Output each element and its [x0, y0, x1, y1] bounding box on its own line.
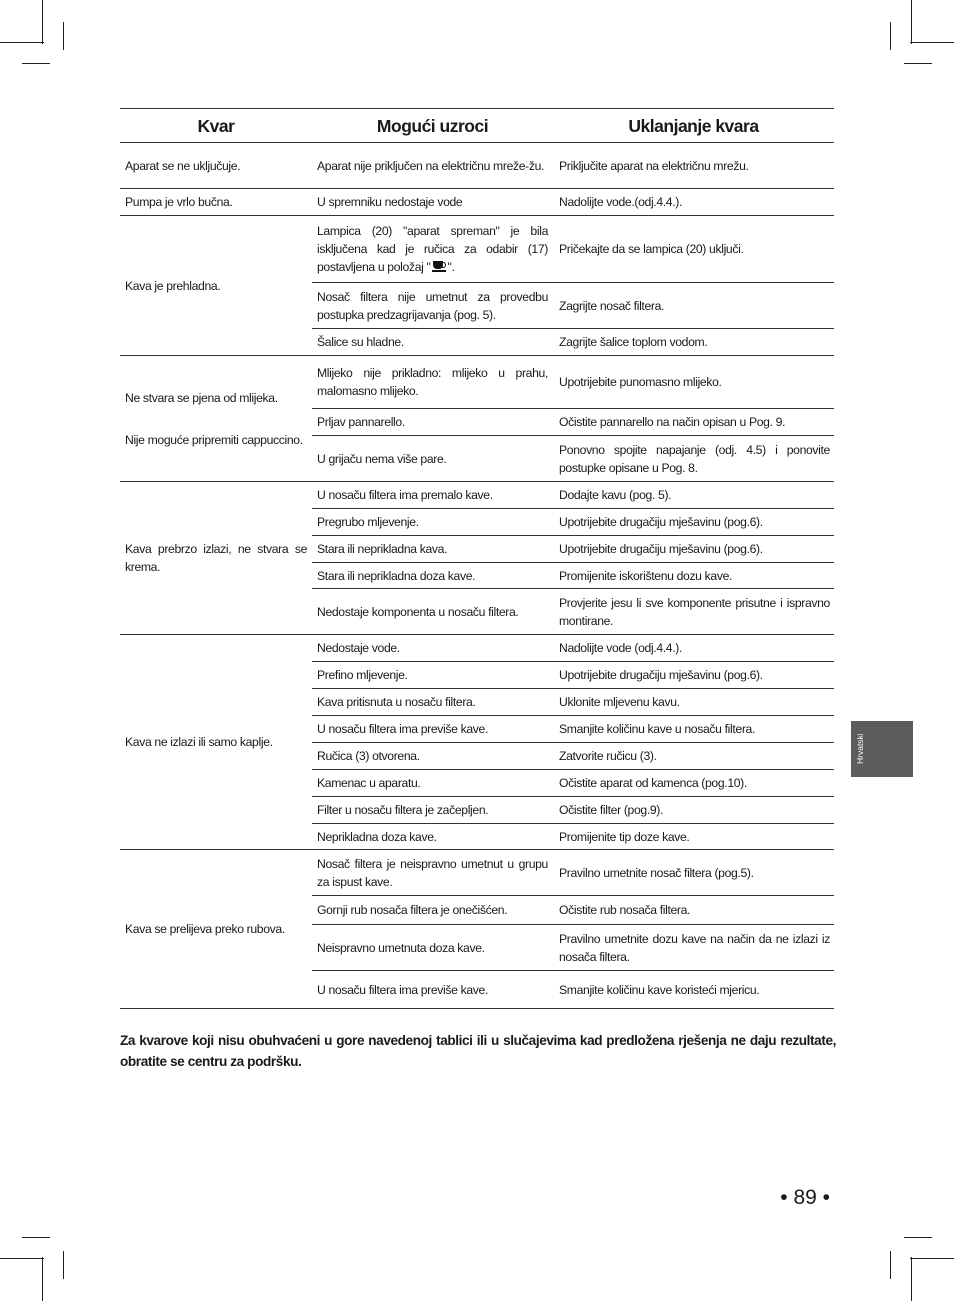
remedy-cell: Upotrijebite drugačiju mješavinu (pog.6). [553, 536, 834, 563]
fault-cell: Ne stvara se pjena od mlijeka. Nije moguće pripremiti cappuccino. [120, 356, 312, 482]
footer-note: Za kvarove koji nisu obuhvaćeni u gore navedenoj tablici ili u slučajevima kad predložena rješenja ne daju rezultate, obratite se centru za podršku. [120, 1033, 836, 1069]
cause-cell: Filter u nosaču filtera je začepljen. [312, 797, 553, 824]
remedy-cell: Ponovno spojite napajanje (odj. 4.5) i ponovite postupke opisane u Pog. 8. [553, 436, 834, 482]
cause-cell: Gornji rub nosača filtera je onečišćen. [312, 896, 553, 925]
cause-cell: U spremniku nedostaje vode [312, 189, 553, 216]
remedy-cell: Pričekajte da se lampica (20) uključi. [553, 216, 834, 283]
cause-cell: Ručica (3) otvorena. [312, 743, 553, 770]
crop-mark [910, 1258, 954, 1259]
crop-mark [63, 22, 64, 50]
crop-mark [890, 1251, 891, 1279]
table-header-row [120, 109, 834, 143]
fault-cell: Kava prebrzo izlazi, ne stvara se krema. [120, 482, 312, 635]
table-row [120, 635, 834, 662]
remedy-cell: Promijenite iskorištenu dozu kave. [553, 563, 834, 589]
cause-cell: U nosaču filtera ima previše kave. [317, 982, 488, 997]
remedy-cell: Smanjite količinu kave u nosaču filtera. [553, 716, 834, 743]
cause-cell: Pregrubo mljevenje. [312, 509, 553, 536]
crop-mark [910, 42, 954, 43]
fault-cell: Aparat se ne uključuje. [120, 143, 312, 189]
crop-mark [890, 22, 891, 50]
remedy-cell: Zagrijte nosač filtera. [553, 283, 834, 329]
remedy-cell: Pravilno umetnite dozu kave na način da ne izlazi iz nosača filtera. [553, 925, 834, 971]
cause-cell: Neprikladna doza kave. [312, 824, 553, 850]
table-row [120, 216, 834, 283]
crop-mark [63, 1251, 64, 1279]
cause-cell: Kava pritisnuta u nosaču filtera. [312, 689, 553, 716]
cause-cell: Lampica (20) "aparat spreman" je bila isključena kad je ručica za odabir (17) postavljena u položaj " ". [312, 216, 553, 283]
troubleshooting-table [120, 108, 834, 1009]
fault-cell: Kava je prehladna. [120, 216, 312, 356]
coffee-cup-icon [432, 260, 447, 272]
remedy-cell: Očistite aparat od kamenca (pog.10). [553, 770, 834, 797]
cause-cell: Neispravno umetnuta doza kave. [312, 925, 553, 971]
crop-mark [22, 63, 50, 64]
column-header-causes: Mogući uzroci [312, 109, 553, 143]
cause-cell: Šalice su hladne. [312, 329, 553, 356]
remedy-cell: Priključite aparat na električnu mrežu. [553, 143, 834, 189]
fault-cell: Kava ne izlazi ili samo kaplje. [120, 635, 312, 850]
remedy-cell: Očistite rub nosača filtera. [553, 896, 834, 925]
crop-mark [42, 1257, 43, 1301]
cause-cell: Prljav pannarello. [312, 409, 553, 436]
remedy-cell: Zatvorite ručicu (3). [553, 743, 834, 770]
cause-cell: Stara ili neprikladna doza kave. [312, 563, 553, 589]
remedy-cell: Provjerite jesu li sve komponente prisutne i ispravno montirane. [553, 589, 834, 635]
remedy-cell: Upotrijebite drugačiju mješavinu (pog.6). [553, 662, 834, 689]
cause-cell: Nosač filtera je neispravno umetnut u grupu za ispust kave. [312, 850, 553, 896]
cause-cell: Nosač filtera nije umetnut za provedbu postupka predzagrijavanja (pog. 5). [312, 283, 553, 329]
language-tab [851, 721, 913, 777]
remedy-cell: Smanjite količinu kave koristeći mjericu. [559, 982, 760, 997]
crop-mark [904, 63, 932, 64]
page-number: • 89 • [780, 1186, 830, 1209]
table-row [120, 189, 834, 216]
cause-cell: Prefino mljevenje. [312, 662, 553, 689]
remedy-cell: Promijenite tip doze kave. [553, 824, 834, 850]
cause-cell: Stara ili neprikladna kava. [312, 536, 553, 563]
fault-cell: Kava se prelijeva preko rubova. [120, 850, 312, 1009]
remedy-cell: Upotrijebite drugačiju mješavinu (pog.6). [553, 509, 834, 536]
table-row [120, 482, 834, 509]
crop-mark [0, 1258, 44, 1259]
remedy-cell: Očistite pannarello na način opisan u Pog. 9. [553, 409, 834, 436]
remedy-cell: Uklonite mljevenu kavu. [553, 689, 834, 716]
crop-mark [904, 1237, 932, 1238]
cause-cell: Nedostaje vode. [312, 635, 553, 662]
remedy-cell: Upotrijebite punomasno mlijeko. [553, 356, 834, 409]
remedy-cell: Pravilno umetnite nosač filtera (pog.5). [553, 850, 834, 896]
cause-cell: U nosaču filtera ima previše kave. [312, 716, 553, 743]
cause-cell: Mlijeko nije prikladno: mlijeko u prahu, malomasno mlijeko. [312, 356, 553, 409]
crop-mark [911, 0, 912, 44]
fault-cell: Pumpa je vrlo bučna. [120, 189, 312, 216]
remedy-cell: Nadolijte vode.(odj.4.4.). [553, 189, 834, 216]
crop-mark [42, 0, 43, 44]
cause-cell: U nosaču filtera ima premalo kave. [312, 482, 553, 509]
cause-cell: Kamenac u aparatu. [312, 770, 553, 797]
cause-cell: Nedostaje komponenta u nosaču filtera. [312, 589, 553, 635]
column-header-remedy: Uklanjanje kvara [553, 109, 834, 143]
crop-mark [0, 42, 44, 43]
remedy-cell: Dodajte kavu (pog. 5). [553, 482, 834, 509]
table-row [120, 850, 834, 896]
remedy-cell: Nadolijte vode (odj.4.4.). [553, 635, 834, 662]
language-tab-label: Hrvatski [855, 733, 865, 765]
cause-cell: U grijaču nema više pare. [312, 436, 553, 482]
cause-cell: Aparat nije priključen na električnu mreže-žu. [312, 143, 553, 189]
remedy-cell: Zagrijte šalice toplom vodom. [553, 329, 834, 356]
crop-mark [22, 1237, 50, 1238]
table-row [120, 356, 834, 409]
crop-mark [911, 1257, 912, 1301]
remedy-cell: Očistite filter (pog.9). [553, 797, 834, 824]
column-header-fault: Kvar [120, 109, 312, 143]
table-row [120, 143, 834, 189]
